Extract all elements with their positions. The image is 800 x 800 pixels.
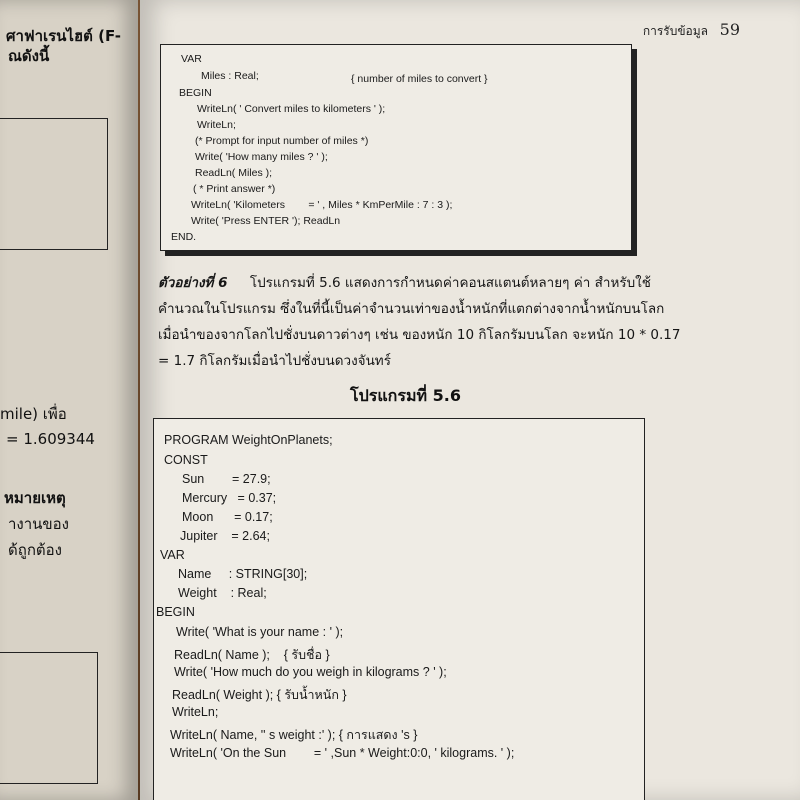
code-line: ReadLn( Weight ); { รับน้ำหนัก }	[172, 688, 347, 702]
example-text: โปรแกรมที่ 5.6 แสดงการกำหนดค่าคอนสแตนต์หลายๆ ค่า สำหรับใช้	[249, 275, 651, 291]
left-fragment: ศาฟาเรนไฮต์ (F-	[6, 27, 121, 45]
code-line: END.	[171, 231, 197, 243]
left-fragment: = 1.609344	[6, 430, 95, 448]
page-number: 59	[719, 20, 740, 39]
left-page	[0, 0, 138, 800]
code-line: WriteLn;	[172, 705, 219, 719]
code-line: CONST	[164, 453, 208, 467]
code-line: Moon = 0.17;	[182, 510, 273, 524]
example-paragraph-line: คำนวณในโปรแกรม ซึ่งในที่นี้เป็นค่าจำนวนเท่าของน้ำหนักที่แตกต่างจากน้ำหนักบนโลก	[158, 301, 665, 317]
running-head: การรับข้อมูล	[642, 24, 708, 38]
example-label: ตัวอย่างที่ 6	[158, 275, 228, 291]
left-fragment: หมายเหตุ	[4, 489, 66, 507]
code-line: VAR	[160, 548, 185, 562]
code-line: Write( 'How much do you weigh in kilograms ? ' );	[174, 665, 447, 679]
left-fragment: ณดังนี้	[8, 47, 50, 65]
code-line: PROGRAM WeightOnPlanets;	[164, 433, 333, 447]
code-line: Write( 'Press ENTER '); ReadLn	[191, 215, 341, 227]
code-line: Weight : Real;	[178, 586, 267, 600]
code-line: WriteLn;	[197, 119, 236, 131]
example-paragraph-line: เมื่อนำของจากโลกไปชั่งบนดาวต่างๆ เช่น ของหนัก 10 กิโลกรัมบนโลก จะหนัก 10 * 0.17	[158, 327, 681, 343]
code-line: WriteLn( Name, '' s weight :' ); { การแสดง 's }	[170, 728, 418, 742]
code-line: Write( 'How many miles ? ' );	[195, 151, 328, 163]
code-line: ReadLn( Name ); { รับชื่อ }	[174, 648, 330, 662]
example-paragraph-line	[158, 271, 658, 293]
right-page	[140, 0, 800, 800]
code-line: BEGIN	[156, 605, 195, 619]
code-line: WriteLn( 'Kilometers = ' , Miles * KmPerMile : 7 : 3 );	[191, 199, 453, 211]
left-fragment: ด้ถูกต้อง	[8, 541, 62, 559]
left-figure-box	[0, 118, 108, 250]
left-fragment: mile) เพื่อ	[0, 405, 67, 423]
code-line: Name : STRING[30];	[178, 567, 308, 581]
code-line: ReadLn( Miles );	[195, 167, 273, 179]
code-line: WriteLn( ' Convert miles to kilometers ' );	[197, 103, 386, 115]
code-line: Jupiter = 2.64;	[180, 529, 270, 543]
code-line: Write( 'What is your name : ' );	[176, 625, 344, 639]
example-paragraph-line: = 1.7 กิโลกรัมเมื่อนำไปชั่งบนดวงจันทร์	[158, 353, 391, 369]
program-title: โปรแกรมที่ 5.6	[350, 386, 461, 405]
code-listing-top	[160, 44, 632, 251]
code-comment: { number of miles to convert }	[351, 73, 488, 85]
code-line: Miles : Real;	[201, 70, 259, 82]
left-figure-box	[0, 652, 98, 784]
code-line: Sun = 27.9;	[182, 472, 271, 486]
code-line: BEGIN	[179, 87, 212, 99]
code-listing-bottom	[153, 418, 645, 800]
code-line: Mercury = 0.37;	[182, 491, 277, 505]
code-line: ( * Print answer *)	[193, 183, 276, 195]
left-fragment: างานของ	[8, 515, 70, 533]
code-line: (* Prompt for input number of miles *)	[195, 135, 369, 147]
code-line: VAR	[181, 53, 202, 65]
code-line: WriteLn( 'On the Sun = ' ,Sun * Weight:0:0, ' kilograms. ' );	[170, 746, 515, 760]
